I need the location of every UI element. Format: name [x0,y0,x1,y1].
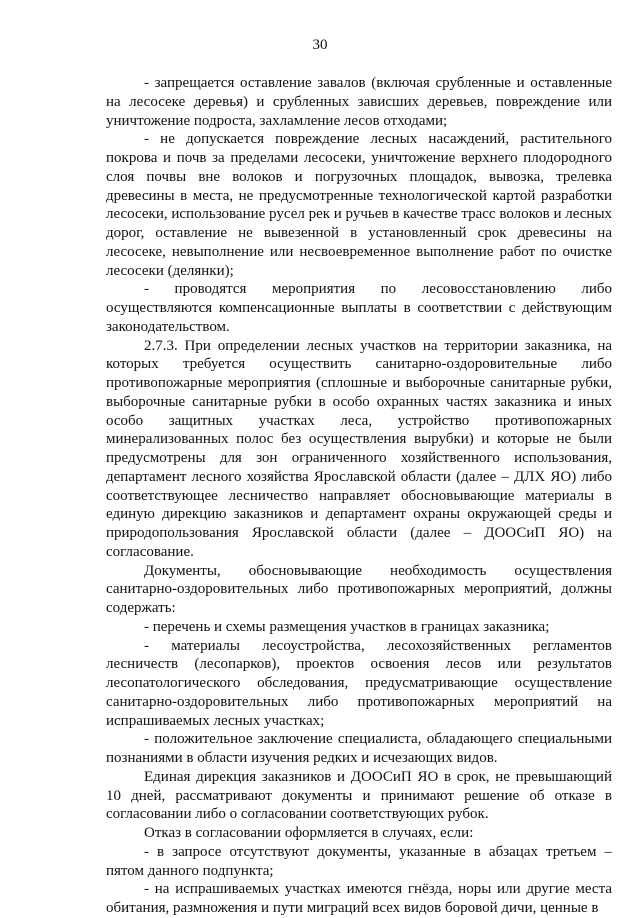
paragraph: - проводятся мероприятия по лесовосстановлению либо осуществляются компенсационные выплаты в соответствии с действующим законодательством. [106,281,612,335]
paragraph: - запрещается оставление завалов (включая срубленные и оставленные на лесосеке деревья) и срубленных зависших деревьев, повреждение или уничтожение подроста, захламление лесов отходами; [106,75,612,129]
paragraph: - материалы лесоустройства, лесохозяйственных регламентов лесничеств (лесопарков), проектов освоения лесов или результатов лесопатологического обследования, предусматривающие осуществление санитарно-оздоровительных либо противопожарных мероприятий на испрашиваемых лесных участках; [106,637,612,729]
paragraph: Единая дирекция заказников и ДООСиП ЯО в срок, не превышающий 10 дней, рассматривают документы и принимают решение об отказе в согласовании либо о согласовании соответствующих рубок. [106,768,612,823]
paragraph: - перечень и схемы размещения участков в границах заказника; [144,618,550,635]
paragraph: - не допускается повреждение лесных насаждений, растительного покрова и почв за пределами лесосеки, уничтожение верхнего плодородного слоя почвы вне волоков и погрузочных площадок, вывозка, трелевка древесины в места, не предусмотренные технологической картой разработки лесосеки, использование русел рек и ручьев в качестве трасс волоков и лесных дорог, оставление не вывезенной в установленный срок древесины на лесосеке, невыполнение или несвоевременное выполнение работ по очистке лесосеки (делянки); [106,131,613,279]
paragraph: 2.7.3. При определении лесных участков на территории заказника, на которых требуется осуществить санитарно-оздоровительные либо противопожарные мероприятия (сплошные и выборочные санитарные рубки, выборочные санитарные рубки в особо охранных частях заказника и иных особо защитных участках леса, устройство противопожарных минерализованных полос без осуществления вырубки) и которые не были предусмотрены для зон ограниченного хозяйственного использования, департамент лесного хозяйства Ярославской области (далее – ДЛХ ЯО) либо соответствующее лесничество направляет обосновывающие материалы в единую дирекцию заказников и департамент охраны окружающей среды и природопользования Ярославской области (далее – ДООСиП ЯО) на согласование. [106,337,612,560]
paragraph: - положительное заключение специалиста, обладающего специальными познаниями в области изучения редких и исчезающих видов. [106,731,612,766]
paragraph: Документы, обосновывающие необходимость осуществления санитарно-оздоровительных либо противопожарных мероприятий, должны содержать: [106,562,612,616]
paragraph: - на испрашиваемых участках имеются гнёзда, норы или другие места обитания, размножения и пути миграций всех видов боровой дичи, ценные в [106,881,612,916]
paragraph: Отказ в согласовании оформляется в случаях, если: [144,825,474,841]
paragraph: - в запросе отсутствуют документы, указанные в абзацах третьем – пятом данного подпункта; [106,843,612,879]
document-body [106,74,612,918]
page-number: 30 [312,37,328,53]
